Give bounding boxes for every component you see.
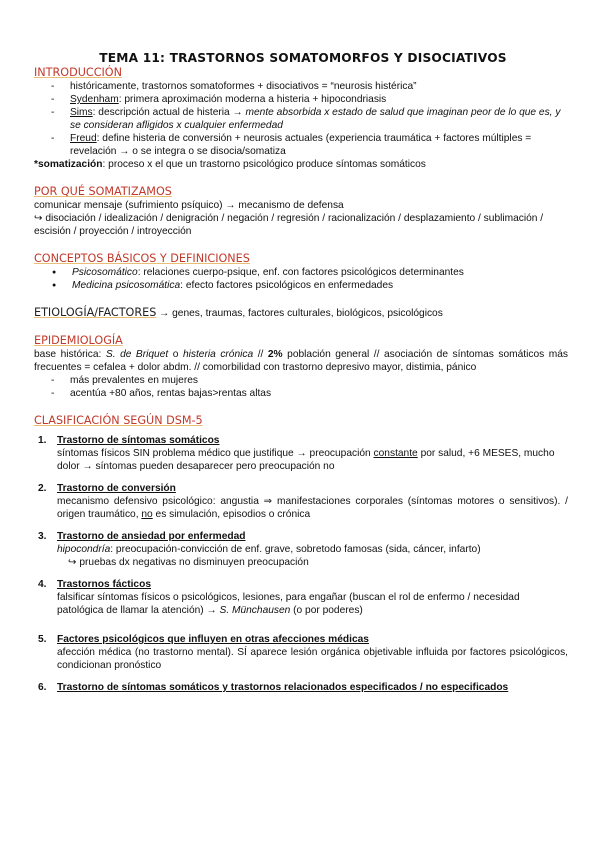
dsm-item-5 bbox=[34, 633, 568, 646]
somatizacion-note bbox=[34, 158, 568, 171]
sydenham-text: : primera aproximación moderna a histeria + hipocondriasis bbox=[118, 94, 387, 105]
porque-line-2: ↪ disociación / idealización / denigración / negación / regresión / racionalización / desplazamiento / sublimación / escisión / proyección / introyección bbox=[34, 213, 544, 237]
epi-histeria: histeria crónica bbox=[182, 349, 254, 360]
dsm-desc-3b: ↪ pruebas dx negativas no disminuyen preocupación bbox=[68, 557, 309, 568]
heading-etiologia: ETIOLOGÍA/FACTORES bbox=[34, 306, 157, 319]
somatizacion-def: : proceso x el que un trastorno psicológico produce síntomas somáticos bbox=[102, 159, 426, 170]
document-page bbox=[34, 50, 568, 694]
epi-g: población general // asociación de síntomas somáticos más frecuentes = cefalea + dolor abdm. // comorbilidad con trastorno depresivo mayor, distimia, pánico bbox=[34, 349, 569, 373]
dsm-num-4: 4. bbox=[38, 579, 47, 590]
freud-text: : define histeria de conversión + neurosis actuales (experiencia traumática + factores múltiples = revelación → o se integra o se disocia/somatiza bbox=[70, 133, 532, 157]
dsm1-a: síntomas físicos SIN problema médico que justifique → preocupación bbox=[57, 448, 374, 459]
dsm-desc-4 bbox=[34, 591, 568, 617]
sydenham-name: Sydenham bbox=[70, 94, 119, 105]
dsm-num-6: 6. bbox=[38, 682, 47, 693]
dsm-title-6: Trastorno de síntomas somáticos y trastornos relacionados especificados / no especificados bbox=[57, 682, 509, 693]
porque-line-1: comunicar mensaje (sufrimiento psíquico) → mecanismo de defensa bbox=[34, 200, 344, 211]
dsm2-no: no bbox=[141, 509, 153, 520]
dsm-title-4: Trastornos fácticos bbox=[57, 579, 151, 590]
sims-italic: mente absorbida x estado de salud que imaginan peor de lo que es, y se consideran afligidos x cualquier enfermedad bbox=[70, 107, 561, 131]
concept-def-1: : relaciones cuerpo-psique, enf. con factores psicológicos determinantes bbox=[137, 267, 464, 278]
concept-item-2 bbox=[34, 279, 568, 292]
dsm4-munchausen: S. Münchausen bbox=[219, 605, 291, 616]
sims-text: : descripción actual de histeria → bbox=[92, 107, 243, 118]
dsm-num-2: 2. bbox=[38, 483, 47, 494]
heading-por-que: POR QUÉ SOMATIZAMOS bbox=[34, 185, 172, 198]
etiologia-text: → genes, traumas, factores culturales, biológicos, psicológicos bbox=[156, 308, 443, 319]
intro-item-1: - históricamente, trastornos somatoformes + disociativos = “neurosis histérica” bbox=[34, 80, 568, 93]
somatizacion-term: *somatización bbox=[34, 159, 103, 170]
dsm-title-3: Trastorno de ansiedad por enfermedad bbox=[57, 531, 246, 542]
dsm4-a: falsificar síntomas físicos o psicológicos, lesiones, para engañar (buscan el rol de enfermo / necesidad patológica de llamar la atención) → bbox=[57, 592, 520, 616]
dsm2-c: es simulación, episodios o crónica bbox=[152, 509, 311, 520]
dsm1-c: por salud, +6 MESES, mucho dolor → síntomas pueden desaparecer pero preocupación no bbox=[57, 448, 555, 472]
dsm-item-3 bbox=[34, 530, 568, 543]
heading-conceptos: CONCEPTOS BÁSICOS Y DEFINICIONES bbox=[34, 252, 250, 265]
dsm-item-2 bbox=[34, 482, 568, 495]
intro-item-3 bbox=[34, 106, 568, 132]
concept-item-1 bbox=[34, 266, 568, 279]
dsm1-constante: constante bbox=[373, 448, 418, 459]
sims-name: Sims bbox=[70, 107, 93, 118]
dsm-item-6 bbox=[34, 681, 568, 694]
concept-term-1: Psicosomático bbox=[72, 267, 138, 278]
epi-a: base histórica: bbox=[34, 349, 106, 360]
dsm3-hipocondria: hipocondría bbox=[57, 544, 111, 555]
concept-def-2: : efecto factores psicológicos en enfermedades bbox=[180, 280, 394, 291]
dsm-item-1 bbox=[34, 434, 568, 447]
dsm-desc-1 bbox=[34, 447, 568, 473]
etiologia-line bbox=[34, 306, 568, 320]
dsm-desc-5: afección médica (no trastorno mental). SÍ aparece lesión orgánica objetivable influida por factores psicológicos, condicionan pronóstico bbox=[57, 647, 568, 671]
document-title: TEMA 11: TRASTORNOS SOMATOMORFOS Y DISOCIATIVOS bbox=[99, 51, 507, 65]
heading-epidemiologia: EPIDEMIOLOGÍA bbox=[34, 334, 123, 347]
epi-briquet: S. de Briquet bbox=[105, 349, 169, 360]
dsm-num-5: 5. bbox=[38, 634, 47, 645]
epi-item-1: - más prevalentes en mujeres bbox=[34, 374, 568, 387]
dsm3-b: : preocupación-convicción de enf. grave, sobretodo famosas (sida, cáncer, infarto) bbox=[110, 544, 481, 555]
intro-item-2 bbox=[34, 93, 568, 106]
dsm-num-3: 3. bbox=[38, 531, 47, 542]
dsm-title-2: Trastorno de conversión bbox=[57, 483, 176, 494]
concept-term-2: Medicina psicosomática bbox=[72, 280, 181, 291]
heading-clasificacion: CLASIFICACIÓN SEGÚN DSM-5 bbox=[34, 414, 203, 427]
epidemiologia-text bbox=[34, 348, 568, 374]
epi-percent: 2% bbox=[267, 349, 283, 360]
dsm-num-1: 1. bbox=[38, 435, 47, 446]
dsm2-a: mecanismo defensivo psicológico: angustia ⇒ manifestaciones corporales (síntomas motores o sensitivos). / origen traumático, bbox=[57, 496, 568, 520]
intro-item-4 bbox=[34, 132, 568, 158]
dsm-item-4 bbox=[34, 578, 568, 591]
epi-item-2: - acentúa +80 años, rentas bajas>rentas altas bbox=[34, 387, 568, 400]
epi-c: o bbox=[168, 349, 183, 360]
dsm-title-1: Trastorno de síntomas somáticos bbox=[57, 435, 220, 446]
dsm-desc-3 bbox=[34, 543, 568, 556]
heading-introduccion: INTRODUCCIÓN bbox=[34, 66, 122, 79]
dsm-desc-2 bbox=[34, 495, 568, 521]
dsm4-c: (o por poderes) bbox=[290, 605, 363, 616]
dsm-title-5: Factores psicológicos que influyen en otras afecciones médicas bbox=[57, 634, 369, 645]
epi-e: // bbox=[253, 349, 268, 360]
freud-name: Freud bbox=[70, 133, 97, 144]
